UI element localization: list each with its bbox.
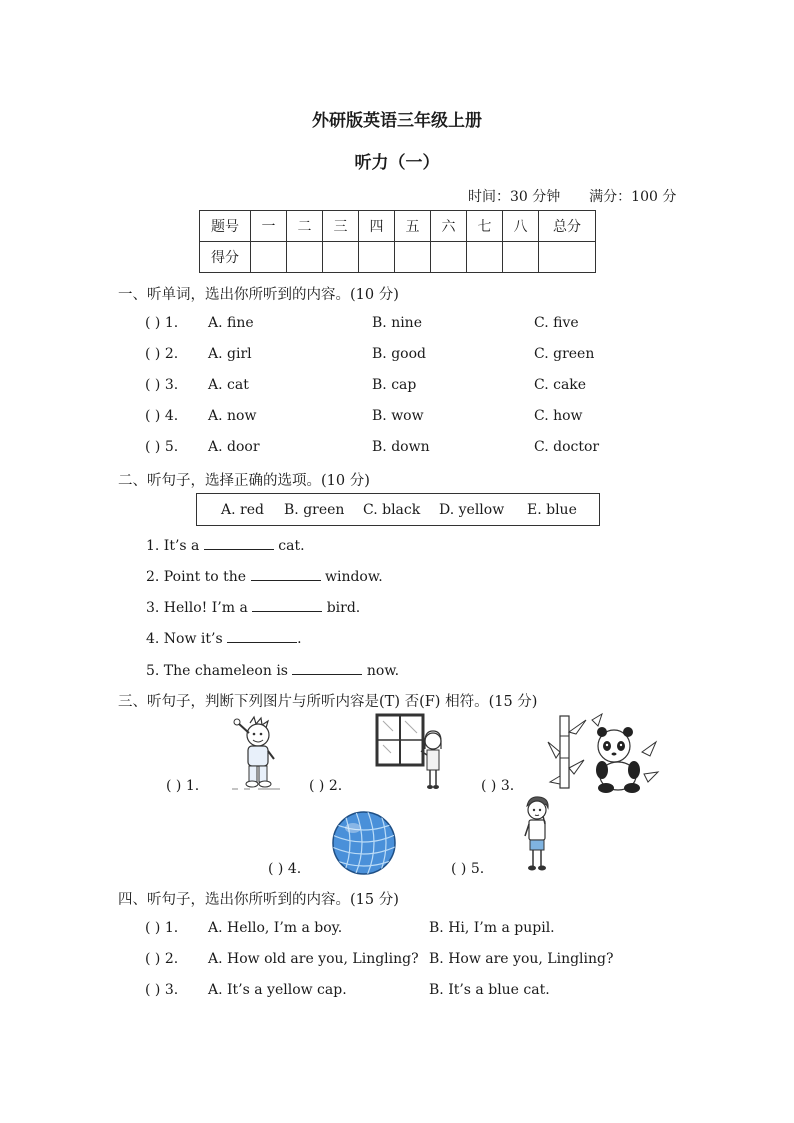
s1-q2-option-c: C. green <box>534 346 595 362</box>
panda-bamboo-picture <box>546 712 660 794</box>
answer-blank[interactable] <box>252 597 322 612</box>
score-header-cell: 总分 <box>539 211 596 242</box>
word-bank-box <box>196 493 600 526</box>
s1-q1-option-c: C. five <box>534 315 579 331</box>
score-cell[interactable] <box>395 242 431 273</box>
s4-q3-number: ( ) 3. <box>145 982 179 998</box>
time-score-info <box>468 186 676 206</box>
s1-q4-number: ( ) 4. <box>145 408 179 424</box>
sentence-pre: 5. The chameleon is <box>146 663 293 679</box>
score-table-header-row <box>200 211 596 242</box>
word-bank-option: B. green <box>284 502 345 518</box>
score-cell[interactable] <box>467 242 503 273</box>
s3-item-4: ( ) 4. <box>268 861 302 877</box>
s1-q2-number: ( ) 2. <box>145 346 179 362</box>
s1-q5-number: ( ) 5. <box>145 439 179 455</box>
section2-heading: 二、听句子，选择正确的选项。(10 分) <box>118 473 370 489</box>
word-bank-option: E. blue <box>527 502 577 518</box>
s1-q3-option-c: C. cake <box>534 377 587 393</box>
page-title: 外研版英语三年级上册 <box>312 111 482 131</box>
score-table-score-row <box>200 242 596 273</box>
score-table <box>199 210 596 273</box>
score-header-cell: 五 <box>395 211 431 242</box>
s1-q2-option-a: A. girl <box>208 346 252 362</box>
s1-q3-number: ( ) 3. <box>145 377 179 393</box>
s2-sentence-4 <box>146 628 302 647</box>
s4-q3-option-b: B. It’s a blue cat. <box>429 982 550 998</box>
score-cell[interactable] <box>503 242 539 273</box>
time-limit: 时间：30 分钟 <box>468 189 561 205</box>
s2-sentence-2 <box>146 566 383 585</box>
s3-item-3: ( ) 3. <box>481 778 515 794</box>
score-cell[interactable] <box>323 242 359 273</box>
section3-heading: 三、听句子，判断下列图片与所听内容是(T) 否(F) 相符。(15 分) <box>118 694 538 710</box>
ball-picture <box>331 810 397 876</box>
s4-q1-option-b: B. Hi, I’m a pupil. <box>429 920 555 936</box>
s1-q3-option-b: B. cap <box>372 377 417 393</box>
word-bank-option: D. yellow <box>439 502 505 518</box>
answer-blank[interactable] <box>227 628 297 643</box>
s1-q4-option-a: A. now <box>208 408 257 424</box>
s4-q2-number: ( ) 2. <box>145 951 179 967</box>
s1-q5-option-b: B. down <box>372 439 430 455</box>
s1-q5-option-c: C. doctor <box>534 439 600 455</box>
s4-q1-option-a: A. Hello, I’m a boy. <box>208 920 343 936</box>
s1-q4-option-c: C. how <box>534 408 583 424</box>
sentence-post: window. <box>320 569 383 585</box>
s3-item-1: ( ) 1. <box>166 778 200 794</box>
score-row-label: 得分 <box>200 242 251 273</box>
section4-heading: 四、听句子，选出你所听到的内容。(15 分) <box>118 892 399 908</box>
score-cell[interactable] <box>359 242 395 273</box>
s1-q5-option-a: A. door <box>208 439 260 455</box>
score-header-cell: 二 <box>287 211 323 242</box>
s1-q2-option-b: B. good <box>372 346 426 362</box>
s1-q4-option-b: B. wow <box>372 408 424 424</box>
word-bank-option: C. black <box>363 502 421 518</box>
sentence-pre: 2. Point to the <box>146 569 251 585</box>
score-header-cell: 八 <box>503 211 539 242</box>
boy-standing-picture <box>519 796 555 876</box>
s2-sentence-1 <box>146 535 305 554</box>
full-score: 满分：100 分 <box>589 189 677 205</box>
s1-q1-option-b: B. nine <box>372 315 422 331</box>
sentence-pre: 1. It’s a <box>146 538 204 554</box>
score-header-cell: 四 <box>359 211 395 242</box>
s4-q1-number: ( ) 1. <box>145 920 179 936</box>
answer-blank[interactable] <box>251 566 321 581</box>
score-header-cell: 题号 <box>200 211 251 242</box>
score-header-cell: 一 <box>251 211 287 242</box>
s1-q1-number: ( ) 1. <box>145 315 179 331</box>
s4-q2-option-a: A. How old are you, Lingling? <box>208 951 419 967</box>
sentence-post: now. <box>362 663 400 679</box>
score-cell[interactable] <box>539 242 596 273</box>
score-cell[interactable] <box>251 242 287 273</box>
s3-item-2: ( ) 2. <box>309 778 343 794</box>
s3-item-5: ( ) 5. <box>451 861 485 877</box>
s4-q2-option-b: B. How are you, Lingling? <box>429 951 614 967</box>
score-header-cell: 三 <box>323 211 359 242</box>
sentence-post: . <box>297 631 302 647</box>
score-cell[interactable] <box>431 242 467 273</box>
s1-q3-option-a: A. cat <box>208 377 249 393</box>
girl-at-window-picture <box>375 713 447 793</box>
score-header-cell: 六 <box>431 211 467 242</box>
score-cell[interactable] <box>287 242 323 273</box>
sentence-post: cat. <box>273 538 305 554</box>
section1-heading: 一、听单词，选出你所听到的内容。(10 分) <box>118 287 399 303</box>
sentence-pre: 4. Now it’s <box>146 631 228 647</box>
s4-q3-option-a: A. It’s a yellow cap. <box>208 982 347 998</box>
s2-sentence-5 <box>146 660 399 679</box>
s1-q1-option-a: A. fine <box>208 315 254 331</box>
page-subtitle: 听力（一） <box>354 153 440 173</box>
word-bank-option: A. red <box>221 502 264 518</box>
s2-sentence-3 <box>146 597 360 616</box>
answer-blank[interactable] <box>292 660 362 675</box>
sentence-post: bird. <box>322 600 361 616</box>
sentence-pre: 3. Hello! I’m a <box>146 600 253 616</box>
answer-blank[interactable] <box>204 535 274 550</box>
boy-waving-picture <box>228 715 284 791</box>
score-header-cell: 七 <box>467 211 503 242</box>
